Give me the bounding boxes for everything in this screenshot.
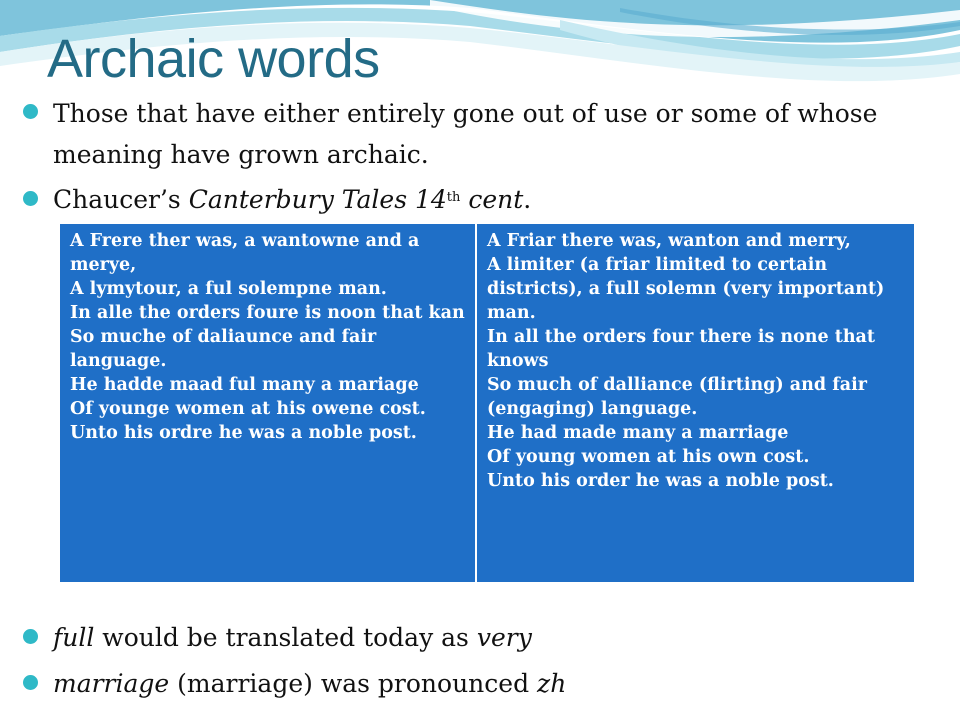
bullet-marriage-sound: zh [537,669,567,698]
slide-title: Archaic words [47,29,380,89]
bullet-definition [53,92,877,174]
bullet-full-word: full [53,623,95,652]
bullet-chaucer-text: Chaucer’s [53,185,189,214]
bullet-definition-line2: meaning have grown archaic. [53,140,429,169]
bullet-marriage [53,662,566,706]
bullet-dot-3 [23,629,38,644]
bullet-marriage-text: (marriage) was pronounced [169,669,538,698]
bullet-chaucer-ordinal: th [446,190,461,205]
bullet-full-modern: very [476,623,532,652]
bullet-dot-4 [23,675,38,690]
verse-comparison-table [59,223,915,583]
modern-english-verse: A Friar there was, wanton and merry, A limiter (a friar limited to certain districts), a full solemn (very important) man. In all the orders four there is none that knows So much of dalliance (flirting) and fair (engaging) language. He had made many a marriage Of young women at his own cost. Unto his order he was a noble post. [487,231,885,491]
bullet-dot-2 [23,191,38,206]
bullet-marriage-word: marriage [53,669,170,698]
bullet-chaucer-cent: cent [460,185,524,214]
bullet-dot-1 [23,104,38,119]
bullet-chaucer [53,178,531,222]
bullet-chaucer-work: Canterbury Tales 14 [188,185,447,214]
middle-english-verse: A Frere ther was, a wantowne and a meryе, A lymytour, a ful solempne man. In alle the orders foure is noon that kan So muche of daliaunce and fair language. He hadde maad ful many a mariage Of younge women at his owene cost. Unto his ordre he was a noble post. [59,223,477,583]
bullet-full [53,616,532,660]
bullet-full-text: would be translated today as [94,623,477,652]
bullet-definition-line1: Those that have either entirely gone out of use or some of whose [53,99,878,128]
bullet-chaucer-period: . [523,185,532,214]
